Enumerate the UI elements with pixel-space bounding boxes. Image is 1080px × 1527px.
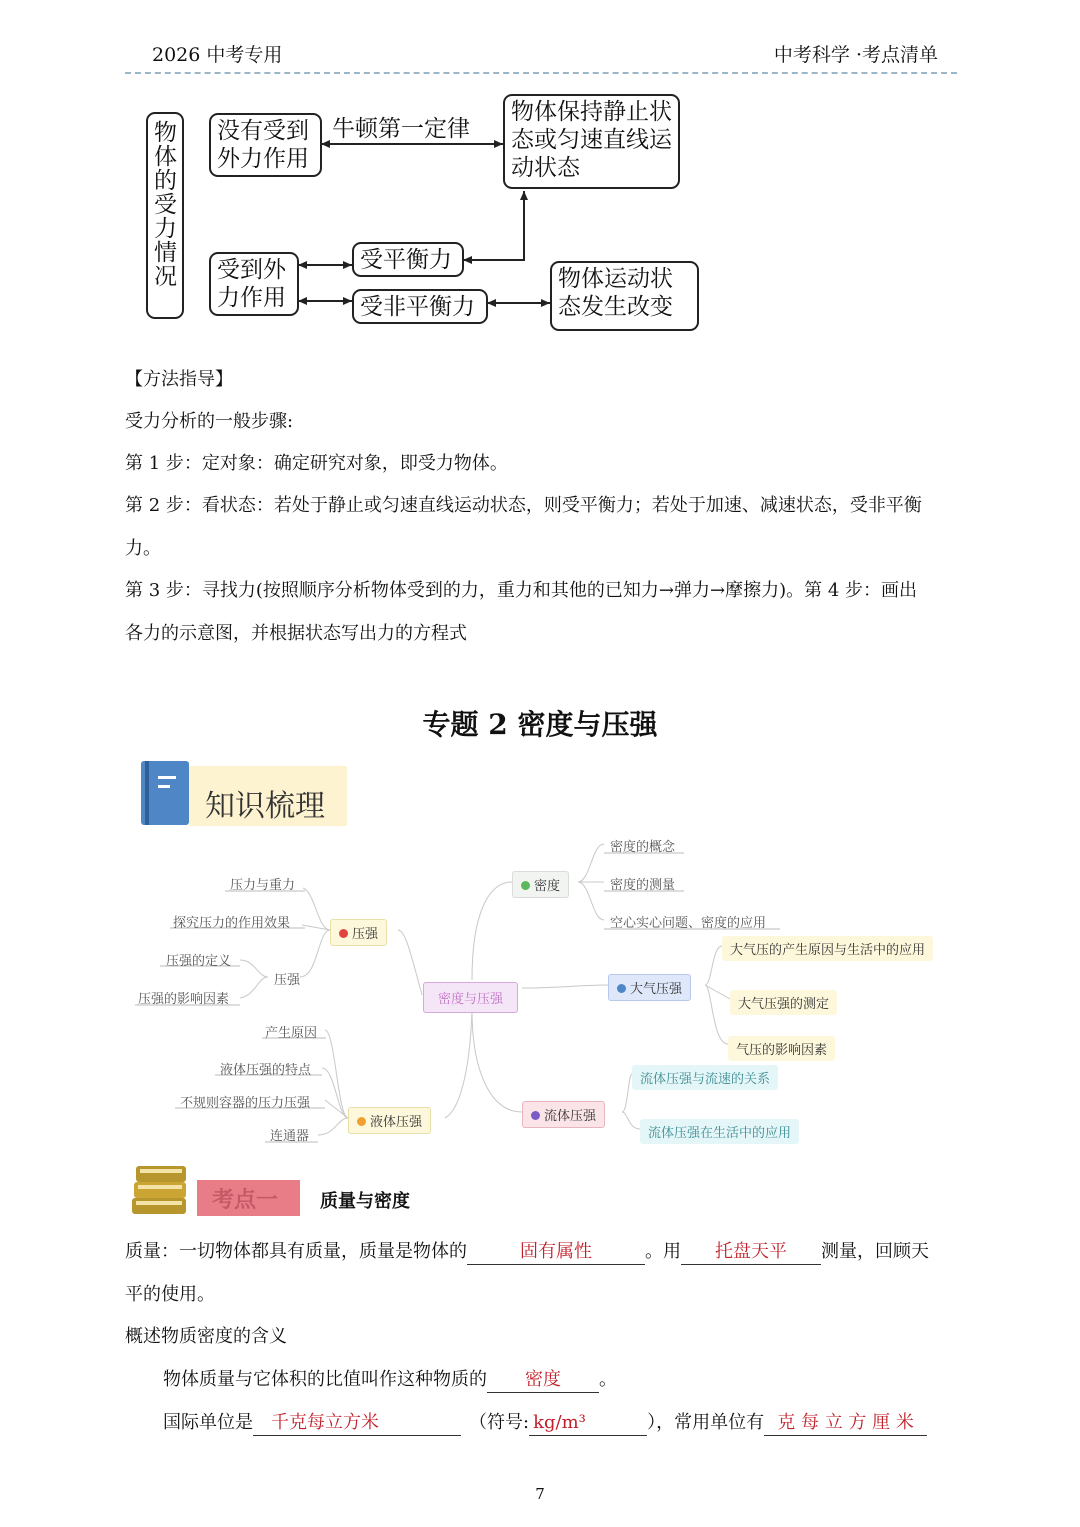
mindmap-pressure-child-3: 压强 bbox=[274, 973, 301, 988]
mindmap-density-child-2: 密度的测量 bbox=[610, 878, 676, 893]
fill-density: 密度 bbox=[525, 1369, 561, 1390]
fill-unit-symbol: kg/m³ bbox=[533, 1412, 586, 1433]
mindmap-atmos-child-1: 大气压的产生原因与生活中的应用 bbox=[722, 936, 933, 961]
mass-line2: 平的使用。 bbox=[125, 1284, 215, 1305]
mindmap-pressure-sub-1: 压强的定义 bbox=[166, 954, 232, 969]
flow-keep-state: 物体保持静止状态或匀速直线运动状态 bbox=[503, 94, 680, 189]
mindmap-pressure-sub-2: 压强的影响因素 bbox=[138, 992, 230, 1007]
unit-line: 国际单位是 千克每立方米 （符号: kg/m³ ），常用单位有 克 每 立 方 厘 米 bbox=[163, 1411, 927, 1436]
books-icon bbox=[130, 1160, 190, 1220]
mindmap-pressure: 压强 bbox=[330, 919, 387, 946]
method-step3-line1: 第 3 步：寻找力(按照顺序分析物体受到的力，重力和其他的已知力→弹力→摩擦力)。第 4 步：画出 bbox=[125, 580, 917, 601]
method-step3-line2: 各力的示意图，并根据状态写出力的方程式 bbox=[125, 623, 467, 644]
mindmap-atmos-child-2: 大气压强的测定 bbox=[730, 990, 837, 1015]
kaodian-title: 质量与密度 bbox=[320, 1191, 410, 1212]
mass-line1: 质量：一切物体都具有质量，质量是物体的 固有属性 。用 托盘天平 测量，回顾天 bbox=[125, 1240, 929, 1265]
section-badge-label: 知识梳理 bbox=[205, 789, 325, 824]
method-step2-line1: 第 2 步：看状态：若处于静止或匀速直线运动状态，则受平衡力；若处于加速、减速状态，受非平衡 bbox=[125, 495, 922, 516]
flow-unbalanced: 受非平衡力 bbox=[352, 289, 488, 324]
flow-with-force: 受到外力作用 bbox=[209, 252, 299, 316]
mindmap-density: 密度 bbox=[512, 871, 569, 898]
fill-inherent-property: 固有属性 bbox=[520, 1241, 592, 1262]
flow-no-force: 没有受到外力作用 bbox=[209, 113, 322, 177]
mindmap-density-child-3: 空心实心问题、密度的应用 bbox=[610, 916, 767, 931]
mindmap-liquid: 液体压强 bbox=[348, 1107, 431, 1134]
topic-title: 专题 2 密度与压强 bbox=[422, 708, 658, 741]
flow-newton-law: 牛顿第一定律 bbox=[332, 116, 470, 142]
method-intro: 受力分析的一般步骤: bbox=[125, 411, 294, 432]
mindmap-liquid-child-2: 液体压强的特点 bbox=[220, 1063, 312, 1078]
mindmap-liquid-child-3: 不规则容器的压力压强 bbox=[180, 1096, 311, 1111]
mindmap-fluid-child-2: 流体压强在生活中的应用 bbox=[640, 1119, 799, 1144]
flow-change-state: 物体运动状态发生改变 bbox=[550, 261, 699, 331]
density-line: 物体质量与它体积的比值叫作这种物质的 密度 。 bbox=[163, 1368, 617, 1393]
page-number: 7 bbox=[535, 1485, 545, 1503]
mindmap-center: 密度与压强 bbox=[423, 982, 518, 1013]
book-icon bbox=[141, 761, 189, 825]
mindmap-fluid-child-1: 流体压强与流速的关系 bbox=[632, 1065, 778, 1090]
flow-vertical-label: 物体的受力情况 bbox=[146, 112, 184, 319]
mindmap-density-child-1: 密度的概念 bbox=[610, 840, 676, 855]
flow-balanced: 受平衡力 bbox=[352, 242, 464, 277]
mindmap-fluid: 流体压强 bbox=[522, 1101, 605, 1128]
kaodian-label: 考点一 bbox=[212, 1188, 279, 1213]
mindmap-atmos: 大气压强 bbox=[608, 974, 691, 1001]
method-heading: 【方法指导】 bbox=[125, 369, 233, 390]
density-heading: 概述物质密度的含义 bbox=[125, 1326, 287, 1347]
mindmap-liquid-child-1: 产生原因 bbox=[265, 1026, 318, 1041]
header-left: 2026 中考专用 bbox=[152, 44, 283, 66]
fill-si-unit: 千克每立方米 bbox=[271, 1412, 379, 1433]
header-right: 中考科学 ·考点清单 bbox=[773, 44, 938, 66]
mindmap-liquid-child-4: 连通器 bbox=[270, 1129, 310, 1144]
fill-common-unit: 克 每 立 方 厘 米 bbox=[777, 1412, 914, 1433]
mindmap-pressure-child-2: 探究压力的作用效果 bbox=[173, 916, 291, 931]
method-step1: 第 1 步：定对象：确定研究对象，即受力物体。 bbox=[125, 453, 508, 474]
fill-balance: 托盘天平 bbox=[715, 1241, 787, 1262]
mindmap-atmos-child-3: 气压的影响因素 bbox=[728, 1036, 835, 1061]
method-step2-line2: 力。 bbox=[125, 538, 161, 559]
mindmap-pressure-child-1: 压力与重力 bbox=[230, 878, 296, 893]
